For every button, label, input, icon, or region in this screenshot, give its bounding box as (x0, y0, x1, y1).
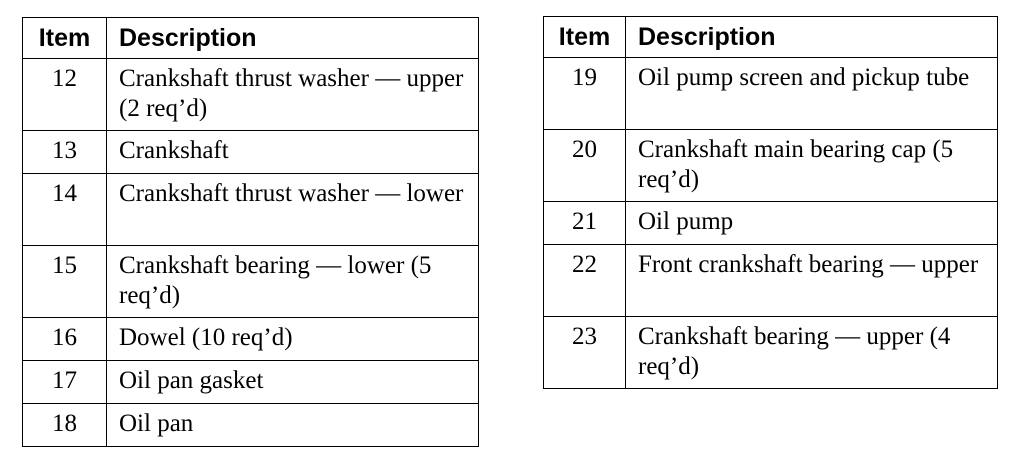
description-column-header: Description (626, 17, 998, 58)
table-row (23, 59, 479, 131)
table-row (544, 58, 998, 130)
item-description: Dowel (10 req’d) (107, 318, 479, 361)
table-row (544, 245, 998, 317)
item-number: 12 (23, 59, 107, 131)
item-number: 15 (23, 246, 107, 318)
item-number: 17 (23, 361, 107, 404)
item-description: Oil pan (107, 404, 479, 447)
item-number: 21 (544, 202, 626, 245)
item-column-header: Item (544, 17, 626, 58)
table-row (544, 202, 998, 245)
item-number: 18 (23, 404, 107, 447)
table-row (544, 130, 998, 202)
table-row (544, 317, 998, 389)
item-number: 22 (544, 245, 626, 317)
item-number: 23 (544, 317, 626, 389)
table-row (23, 131, 479, 174)
table-row (23, 174, 479, 246)
item-description: Crankshaft bearing — upper (4 req’d) (626, 317, 998, 389)
item-column-header: Item (23, 18, 107, 59)
item-description: Front crankshaft bearing — upper (626, 245, 998, 317)
table-header-row (544, 17, 998, 58)
item-number: 19 (544, 58, 626, 130)
item-number: 14 (23, 174, 107, 246)
item-description: Oil pump (626, 202, 998, 245)
table-row (23, 404, 479, 447)
item-description: Oil pump screen and pickup tube (626, 58, 998, 130)
item-description: Crankshaft thrust washer — lower (107, 174, 479, 246)
table-header-row (23, 18, 479, 59)
item-number: 16 (23, 318, 107, 361)
item-description: Crankshaft bearing — lower (5 req’d) (107, 246, 479, 318)
item-description: Crankshaft main bearing cap (5 req’d) (626, 130, 998, 202)
table-row (23, 246, 479, 318)
parts-table-right (543, 16, 998, 389)
item-number: 13 (23, 131, 107, 174)
description-column-header: Description (107, 18, 479, 59)
table-row (23, 318, 479, 361)
item-description: Crankshaft (107, 131, 479, 174)
item-number: 20 (544, 130, 626, 202)
item-description: Oil pan gasket (107, 361, 479, 404)
parts-table-left (22, 17, 479, 447)
item-description: Crankshaft thrust washer — upper (2 req’d) (107, 59, 479, 131)
table-row (23, 361, 479, 404)
